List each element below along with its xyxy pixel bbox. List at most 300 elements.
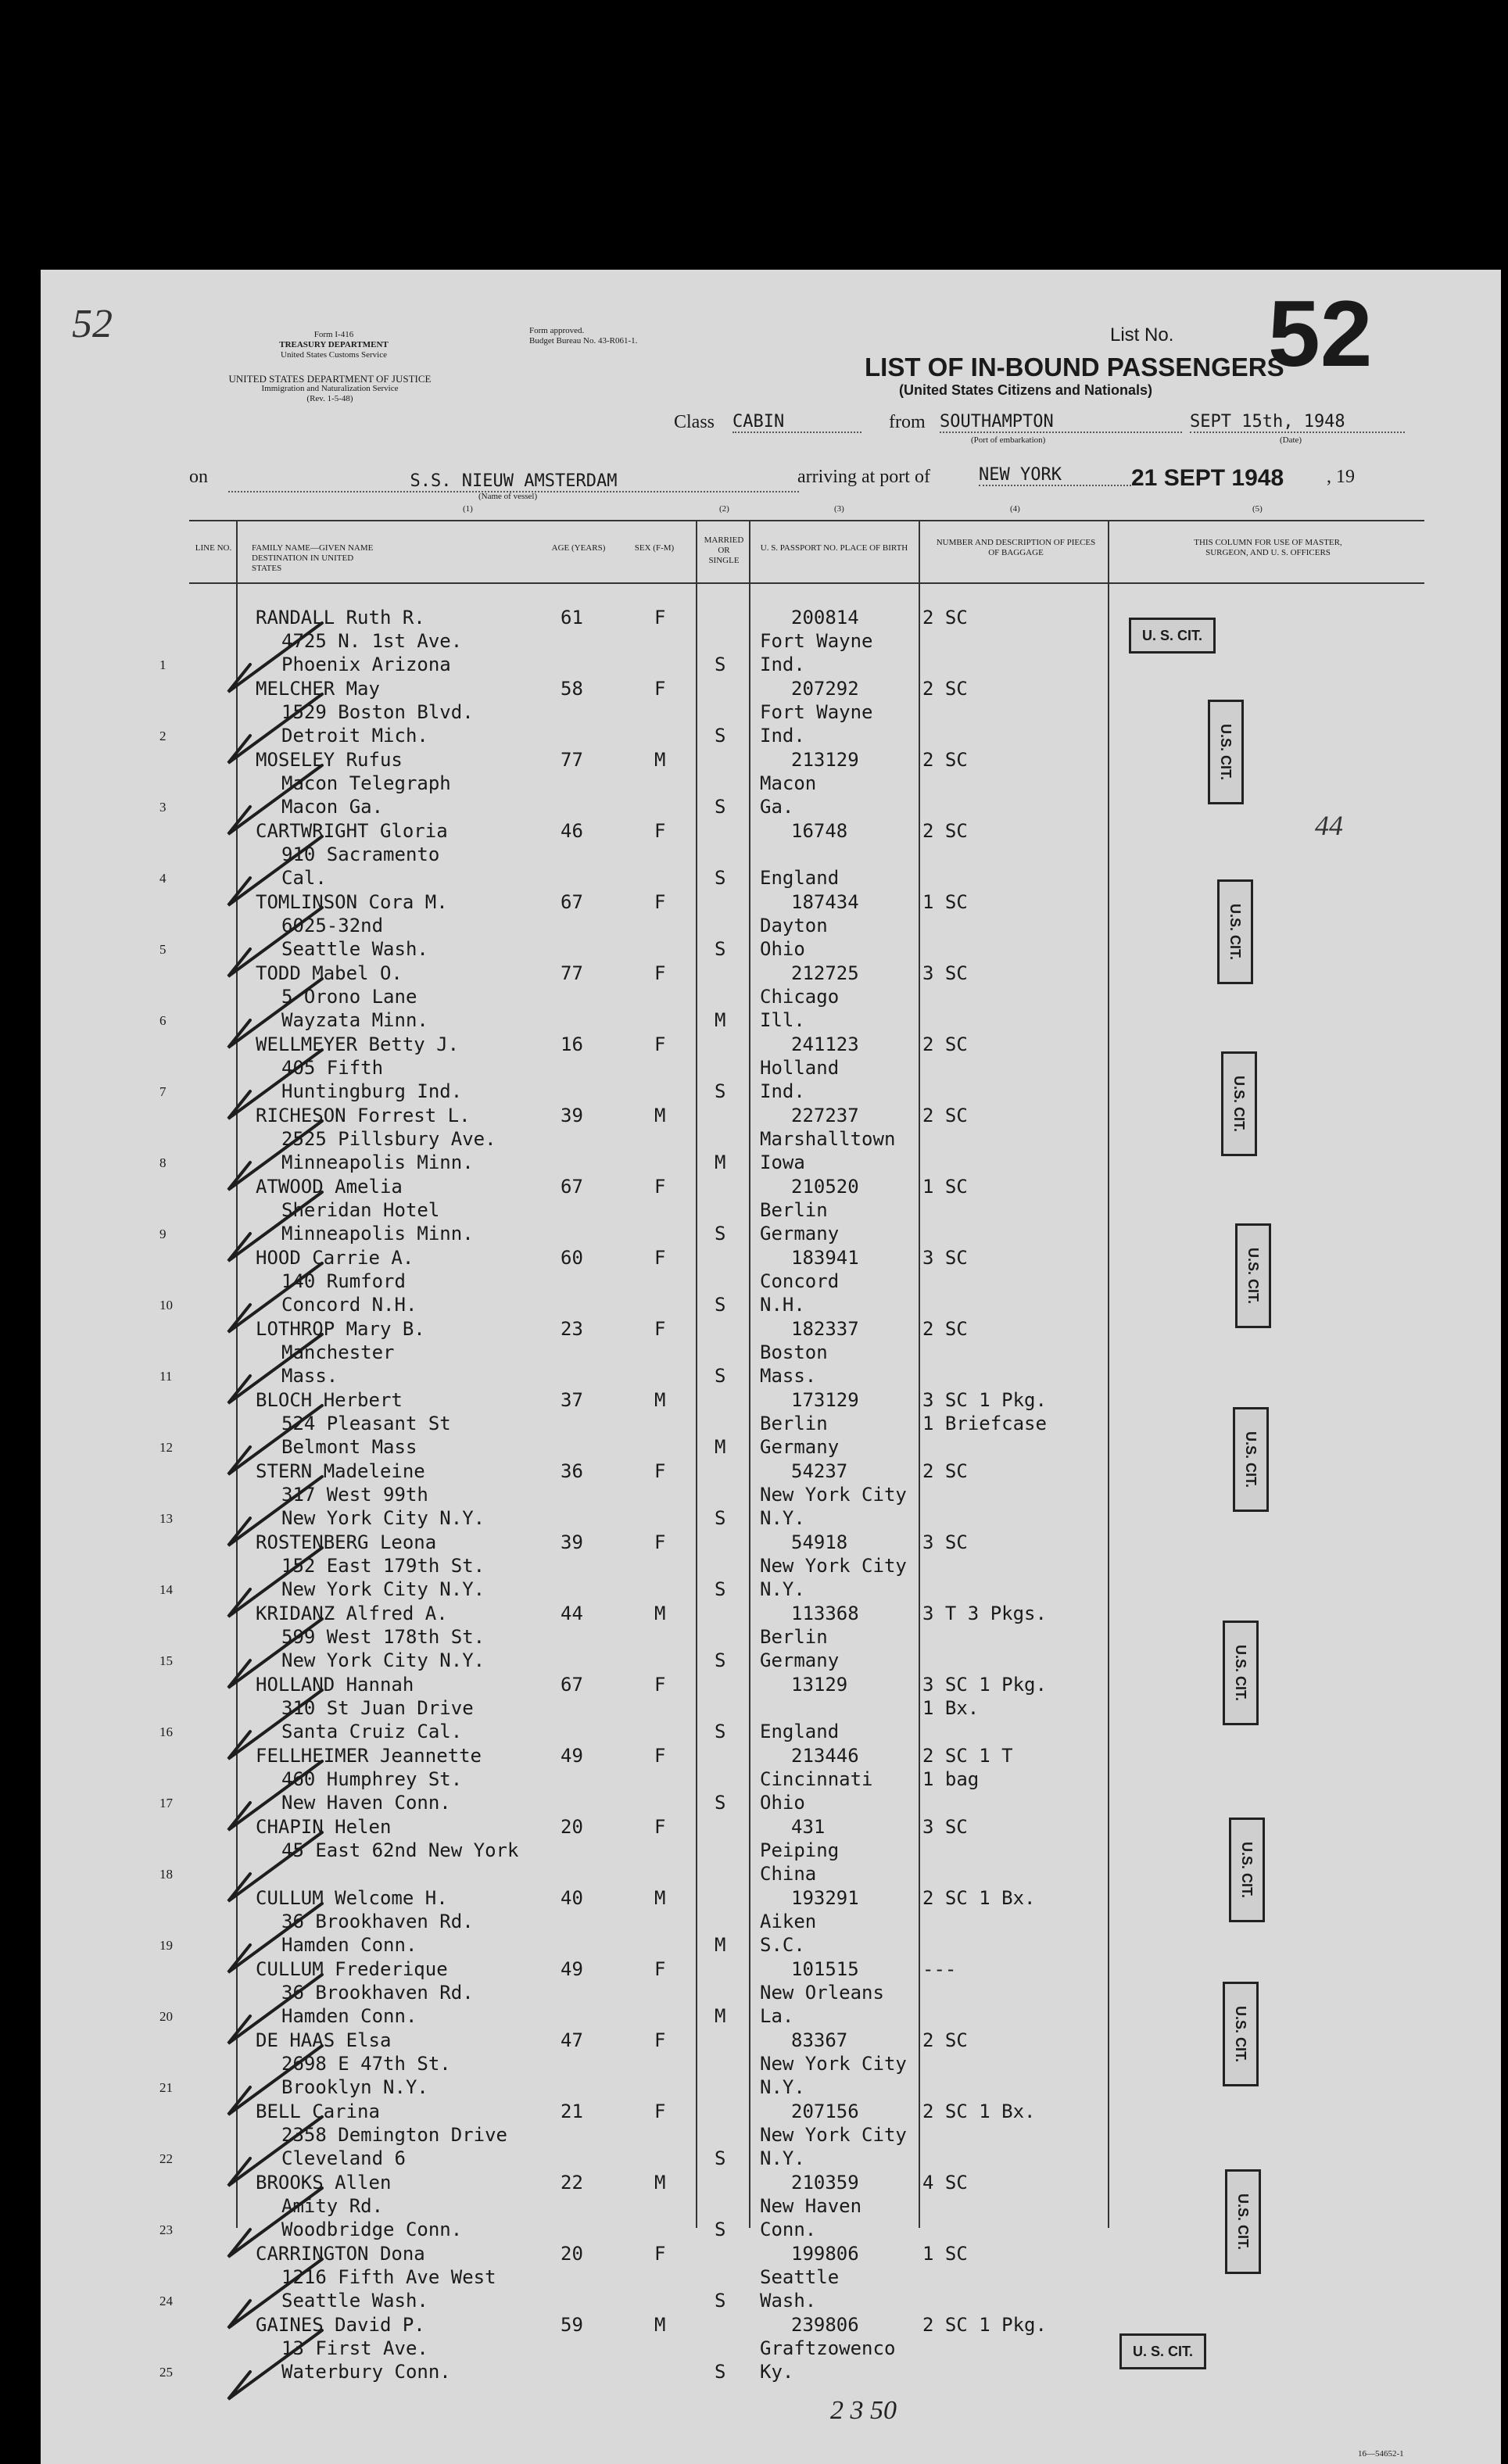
passenger-age: 58 (561, 678, 583, 700)
check-mark (228, 1761, 322, 1830)
passenger-age: 67 (561, 1674, 583, 1696)
page-subtitle: (United States Citizens and Nationals) (899, 382, 1153, 398)
port-of-embarkation-caption: (Port of embarkation) (971, 435, 1046, 445)
vessel-caption: (Name of vessel) (478, 492, 538, 501)
doj-block: UNITED STATES DEPARTMENT OF JUSTICE Immigration and Naturalization Service (Rev. 1-5-48) (228, 373, 432, 403)
passenger-name: TODD Mabel O. (256, 962, 403, 984)
baggage: 2 SC 1 Bx. (922, 2100, 1036, 2122)
passenger-address: 317 West 99th (281, 1484, 428, 1506)
passenger-sex: F (654, 2100, 666, 2122)
baggage: --- (922, 1958, 957, 1980)
check-marks (41, 270, 1501, 2464)
passenger-name: BLOCH Herbert (256, 1389, 403, 1411)
marital-status: S (715, 867, 726, 889)
baggage: 3 SC (922, 1247, 968, 1269)
line-number: 18 (159, 1867, 173, 1882)
passenger-name: CARRINGTON Dona (256, 2243, 425, 2265)
year-suffix: , 19 (1327, 467, 1355, 487)
passenger-sex: F (654, 607, 666, 629)
birthplace: New York City (760, 2053, 907, 2075)
passenger-address: 5 Orono Lane (281, 986, 417, 1008)
line-number: 22 (159, 2151, 173, 2166)
birthplace: Fort Wayne (760, 630, 873, 652)
passenger-name: MELCHER May (256, 678, 380, 700)
passport-number: 182337 (791, 1318, 859, 1340)
birthplace: Holland (760, 1057, 840, 1079)
line-number: 25 (159, 2365, 173, 2380)
passenger-name: HOOD Carrie A. (256, 1247, 414, 1269)
birthplace: Marshalltown (760, 1128, 896, 1150)
passenger-city: Waterbury Conn. (281, 2361, 451, 2383)
passenger-age: 37 (561, 1389, 583, 1411)
form-print-number: 16—54652-1 (1358, 2449, 1404, 2459)
birthplace: New Haven (760, 2195, 862, 2217)
passport-number: 187434 (791, 891, 859, 913)
passenger-city: Seattle Wash. (281, 938, 428, 960)
marital-status: S (715, 1294, 726, 1316)
passenger-city: Hamden Conn. (281, 1934, 417, 1956)
birthplace-state: Wash. (760, 2290, 817, 2312)
birthplace-state: Germany (760, 1223, 840, 1245)
line-number: 15 (159, 1653, 173, 1668)
passenger-address: 524 Pleasant St (281, 1413, 451, 1434)
passenger-city: New York City N.Y. (281, 1649, 485, 1671)
passenger-age: 22 (561, 2172, 583, 2194)
handwritten-signature: 2 3 50 (830, 2396, 897, 2425)
birthplace-state: Ohio (760, 1792, 805, 1814)
passenger-sex: F (654, 1958, 666, 1980)
passenger-city: Cleveland 6 (281, 2147, 406, 2169)
passenger-address: 460 Humphrey St. (281, 1768, 463, 1790)
check-mark (228, 1619, 322, 1688)
passport-number: 227237 (791, 1105, 859, 1126)
passenger-address: 1529 Boston Blvd. (281, 701, 474, 723)
page-title: LIST OF IN-BOUND PASSENGERS (865, 353, 1284, 381)
passenger-city: Seattle Wash. (281, 2290, 428, 2312)
baggage: 2 SC 1 T (922, 1745, 1013, 1767)
passport-number: 13129 (791, 1674, 848, 1696)
marital-status: S (715, 725, 726, 747)
passport-number: 113368 (791, 1603, 859, 1624)
passport-number: 431 (791, 1816, 826, 1838)
passenger-sex: F (654, 820, 666, 842)
passport-number: 210520 (791, 1176, 859, 1198)
from-label: from (889, 412, 926, 432)
baggage: 2 SC (922, 678, 968, 700)
passenger-city: Minneapolis Minn. (281, 1223, 474, 1245)
passenger-address: 36 Brookhaven Rd. (281, 1982, 474, 2004)
check-mark (228, 1548, 322, 1617)
column-header-passport: U. S. PASSPORT NO. PLACE OF BIRTH (760, 543, 908, 553)
check-mark (228, 2188, 322, 2257)
column-header-name: FAMILY NAME—GIVEN NAME DESTINATION IN UNITED STATES (252, 543, 374, 573)
passenger-address: 2525 Pillsbury Ave. (281, 1128, 496, 1150)
passport-number: 83367 (791, 2029, 848, 2051)
birthplace-state: Ky. (760, 2361, 794, 2383)
check-mark (228, 1975, 322, 2043)
passenger-city: Detroit Mich. (281, 725, 428, 747)
handwritten-count-note: 44 (1315, 810, 1343, 841)
line-number: 11 (159, 1369, 173, 1384)
marital-status: S (715, 2147, 726, 2169)
marital-status: S (715, 654, 726, 675)
arriving-label: arriving at port of (797, 467, 930, 487)
passenger-name: FELLHEIMER Jeannette (256, 1745, 482, 1767)
passenger-sex: M (654, 1603, 666, 1624)
baggage-extra: 1 Briefcase (922, 1413, 1047, 1434)
passenger-sex: F (654, 678, 666, 700)
check-mark (228, 2330, 322, 2399)
passenger-age: 20 (561, 1816, 583, 1838)
passport-number: 207156 (791, 2100, 859, 2122)
passport-number: 213129 (791, 749, 859, 771)
birthplace-state: N.H. (760, 1294, 805, 1316)
passport-number: 207292 (791, 678, 859, 700)
passenger-age: 47 (561, 2029, 583, 2051)
check-mark (228, 1477, 322, 1545)
column-header-age: AGE (YEARS) (551, 543, 606, 553)
passport-number: 213446 (791, 1745, 859, 1767)
birthplace-state: Germany (760, 1649, 840, 1671)
us-citizen-stamp: U.S. CIT. (1208, 700, 1244, 804)
departure-date: SEPT 15th, 1948 (1190, 412, 1405, 433)
line-number: 20 (159, 2009, 173, 2024)
baggage-extra: 1 Bx. (922, 1697, 980, 1719)
marital-status: S (715, 1365, 726, 1387)
check-mark (228, 623, 322, 692)
passenger-name: WELLMEYER Betty J. (256, 1033, 460, 1055)
check-mark (228, 2046, 322, 2115)
line-number: 3 (159, 800, 167, 815)
list-number: 52 (1268, 281, 1373, 386)
baggage: 3 SC 1 Pkg. (922, 1389, 1047, 1411)
passenger-city: Concord N.H. (281, 1294, 417, 1316)
passenger-sex: M (654, 1887, 666, 1909)
baggage: 2 SC 1 Pkg. (922, 2314, 1047, 2336)
port-of-embarkation: SOUTHAMPTON (940, 412, 1182, 433)
marital-status: S (715, 938, 726, 960)
passenger-age: 23 (561, 1318, 583, 1340)
passenger-name: TOMLINSON Cora M. (256, 891, 448, 913)
baggage: 3 SC 1 Pkg. (922, 1674, 1047, 1696)
check-mark (228, 2259, 322, 2328)
baggage-extra: 1 bag (922, 1768, 980, 1790)
us-citizen-stamp: U.S. CIT. (1235, 1223, 1271, 1328)
baggage: 2 SC (922, 1105, 968, 1126)
marital-status: M (715, 1151, 726, 1173)
passport-number: 212725 (791, 962, 859, 984)
us-citizen-stamp: U.S. CIT. (1217, 879, 1253, 984)
passenger-city: Belmont Mass (281, 1436, 417, 1458)
passenger-sex: F (654, 1674, 666, 1696)
marital-status: S (715, 1578, 726, 1600)
birthplace: Macon (760, 772, 817, 794)
marital-status: M (715, 2005, 726, 2027)
birthplace: Seattle (760, 2266, 840, 2288)
form-approval-block: Form approved. Budget Bureau No. 43-R061-1. (529, 326, 638, 346)
passenger-sex: F (654, 962, 666, 984)
passenger-name: CARTWRIGHT Gloria (256, 820, 448, 842)
passenger-address: 45 East 62nd New York (281, 1839, 519, 1861)
passport-number: 210359 (791, 2172, 859, 2194)
passport-number: 54918 (791, 1531, 848, 1553)
passenger-name: CHAPIN Helen (256, 1816, 392, 1838)
line-number: 10 (159, 1298, 173, 1313)
marital-status: S (715, 1080, 726, 1102)
class-value: CABIN (733, 412, 861, 433)
passenger-address: 310 St Juan Drive (281, 1697, 474, 1719)
passenger-sex: M (654, 749, 666, 771)
list-number-margin-mark: 52 (72, 302, 113, 346)
passenger-address: Amity Rd. (281, 2195, 384, 2217)
passenger-address: 2358 Demington Drive (281, 2124, 507, 2146)
passenger-city: Hamden Conn. (281, 2005, 417, 2027)
passenger-age: 46 (561, 820, 583, 842)
column-header-sex: SEX (F-M) (634, 543, 675, 553)
passport-number: 16748 (791, 820, 848, 842)
passport-number: 239806 (791, 2314, 859, 2336)
passenger-name: GAINES David P. (256, 2314, 425, 2336)
passenger-address: 910 Sacramento (281, 843, 440, 865)
passenger-age: 60 (561, 1247, 583, 1269)
column-header-line: LINE NO. (195, 543, 232, 553)
on-label: on (189, 467, 208, 487)
line-number: 9 (159, 1227, 167, 1241)
passenger-age: 39 (561, 1531, 583, 1553)
birthplace: Chicago (760, 986, 840, 1008)
check-mark (228, 765, 322, 834)
passenger-address: Manchester (281, 1341, 395, 1363)
passenger-sex: F (654, 891, 666, 913)
baggage: 2 SC (922, 749, 968, 771)
check-mark (228, 1832, 322, 1901)
line-number: 2 (159, 729, 167, 743)
passenger-address: 36 Brookhaven Rd. (281, 1911, 474, 1932)
us-citizen-stamp: U.S. CIT. (1229, 1818, 1265, 1922)
birthplace: Berlin (760, 1199, 828, 1221)
baggage: 3 SC (922, 962, 968, 984)
marital-status: M (715, 1436, 726, 1458)
passport-number: 241123 (791, 1033, 859, 1055)
baggage: 2 SC (922, 1460, 968, 1482)
us-citizen-stamp: U.S. CIT. (1233, 1407, 1269, 1512)
birthplace-state: Ohio (760, 938, 805, 960)
passport-number: 54237 (791, 1460, 848, 1482)
marital-status: S (715, 2361, 726, 2383)
passenger-name: CULLUM Frederique (256, 1958, 448, 1980)
passenger-city: New Haven Conn. (281, 1792, 451, 1814)
baggage: 2 SC (922, 1318, 968, 1340)
list-number-label: List No. (1110, 324, 1174, 346)
line-number: 5 (159, 942, 167, 957)
passenger-age: 20 (561, 2243, 583, 2265)
baggage: 2 SC (922, 1033, 968, 1055)
check-mark (228, 1121, 322, 1190)
check-mark (228, 694, 322, 763)
column-header-married: MARRIED OR SINGLE (704, 535, 744, 565)
column-header-officers: THIS COLUMN FOR USE OF MASTER, SURGEON, AND U. S. OFFICERS (1194, 538, 1342, 557)
passenger-name: STERN Madeleine (256, 1460, 425, 1482)
col-number: (2) (719, 504, 729, 514)
passenger-sex: M (654, 2314, 666, 2336)
passenger-address: 152 East 179th St. (281, 1555, 485, 1577)
passenger-age: 40 (561, 1887, 583, 1909)
baggage: 3 T 3 Pkgs. (922, 1603, 1047, 1624)
marital-status: S (715, 1649, 726, 1671)
passenger-sex: F (654, 1745, 666, 1767)
passenger-age: 21 (561, 2100, 583, 2122)
marital-status: S (715, 1721, 726, 1742)
check-mark (228, 1334, 322, 1403)
passport-number: 200814 (791, 607, 859, 629)
line-number: 23 (159, 2222, 173, 2237)
passenger-age: 49 (561, 1958, 583, 1980)
passenger-address: Sheridan Hotel (281, 1199, 440, 1221)
birthplace: Concord (760, 1270, 840, 1292)
birthplace: Aiken (760, 1911, 817, 1932)
passenger-city: Cal. (281, 867, 327, 889)
birthplace-state: Ind. (760, 725, 805, 747)
passenger-sex: M (654, 1105, 666, 1126)
birthplace-state: Ind. (760, 654, 805, 675)
check-mark (228, 908, 322, 976)
birthplace-state: Iowa (760, 1151, 805, 1173)
us-citizen-stamp: U.S. CIT. (1223, 1621, 1259, 1725)
vessel-name: S.S. NIEUW AMSTERDAM (228, 471, 799, 492)
line-number: 13 (159, 1511, 173, 1526)
passenger-city: Santa Cruiz Cal. (281, 1721, 463, 1742)
us-citizen-stamp: U.S. CIT. (1225, 2169, 1261, 2274)
passenger-sex: F (654, 1460, 666, 1482)
baggage: 2 SC (922, 820, 968, 842)
marital-status: S (715, 1507, 726, 1529)
passenger-sex: F (654, 1318, 666, 1340)
passenger-name: ROSTENBERG Leona (256, 1531, 437, 1553)
birthplace: Fort Wayne (760, 701, 873, 723)
line-number: 14 (159, 1582, 173, 1597)
passenger-address: Macon Telegraph (281, 772, 451, 794)
birthplace: Dayton (760, 915, 828, 937)
birthplace: Peiping (760, 1839, 840, 1861)
birthplace: Berlin (760, 1626, 828, 1648)
line-number: 17 (159, 1796, 173, 1810)
birthplace-state: N.Y. (760, 1578, 805, 1600)
passenger-address: 405 Fifth (281, 1057, 384, 1079)
line-number: 8 (159, 1155, 167, 1170)
passport-number: 173129 (791, 1389, 859, 1411)
passenger-age: 49 (561, 1745, 583, 1767)
birthplace-state: Ind. (760, 1080, 805, 1102)
passenger-sex: F (654, 1531, 666, 1553)
baggage: 4 SC (922, 2172, 968, 2194)
line-number: 1 (159, 657, 167, 672)
passport-number: 193291 (791, 1887, 859, 1909)
birthplace-state: China (760, 1863, 817, 1885)
passenger-age: 67 (561, 891, 583, 913)
marital-status: S (715, 2290, 726, 2312)
baggage: 2 SC (922, 2029, 968, 2051)
passenger-sex: F (654, 1247, 666, 1269)
line-number: 16 (159, 1724, 173, 1739)
passenger-sex: M (654, 1389, 666, 1411)
passport-number: 199806 (791, 2243, 859, 2265)
birthplace-state: Conn. (760, 2219, 817, 2240)
passenger-age: 77 (561, 962, 583, 984)
birthplace-state: N.Y. (760, 1507, 805, 1529)
marital-status: M (715, 1009, 726, 1031)
birthplace-state: N.Y. (760, 2147, 805, 2169)
baggage: 2 SC 1 Bx. (922, 1887, 1036, 1909)
arrival-date-stamp: 21 SEPT 1948 (1131, 465, 1284, 491)
passenger-address: 13 First Ave. (281, 2337, 428, 2359)
check-mark (228, 2117, 322, 2186)
marital-status: S (715, 1223, 726, 1245)
birthplace-state: Germany (760, 1436, 840, 1458)
baggage: 1 SC (922, 2243, 968, 2265)
passenger-address: 6025-32nd (281, 915, 384, 937)
marital-status: M (715, 1934, 726, 1956)
passenger-city: Minneapolis Minn. (281, 1151, 474, 1173)
us-citizen-stamp: U.S. CIT. (1223, 1982, 1259, 2086)
birthplace-state: England (760, 1721, 840, 1742)
departure-date-caption: (Date) (1280, 435, 1302, 445)
passenger-address: 599 West 178th St. (281, 1626, 485, 1648)
line-number: 7 (159, 1084, 167, 1099)
passenger-address: 1216 Fifth Ave West (281, 2266, 496, 2288)
birthplace: Berlin (760, 1413, 828, 1434)
passenger-age: 44 (561, 1603, 583, 1624)
passenger-address: 140 Rumford (281, 1270, 406, 1292)
check-mark (228, 1690, 322, 1759)
passenger-city: New York City N.Y. (281, 1578, 485, 1600)
us-citizen-stamp: U.S. CIT. (1221, 1051, 1257, 1156)
passenger-city: New York City N.Y. (281, 1507, 485, 1529)
birthplace-state: Ga. (760, 796, 794, 818)
marital-status: S (715, 1792, 726, 1814)
passenger-age: 36 (561, 1460, 583, 1482)
manifest-page (41, 270, 1501, 2464)
passenger-age: 77 (561, 749, 583, 771)
passenger-name: RANDALL Ruth R. (256, 607, 425, 629)
passenger-sex: F (654, 2243, 666, 2265)
passenger-sex: F (654, 1176, 666, 1198)
birthplace: Boston (760, 1341, 828, 1363)
birthplace-state: England (760, 867, 840, 889)
passenger-city: Huntingburg Ind. (281, 1080, 463, 1102)
check-mark (228, 1192, 322, 1261)
line-number: 4 (159, 871, 167, 886)
passenger-city: Macon Ga. (281, 796, 384, 818)
arrival-port: NEW YORK (979, 465, 1131, 486)
passenger-age: 59 (561, 2314, 583, 2336)
passenger-name: BROOKS Allen (256, 2172, 392, 2194)
col-number: (1) (463, 504, 473, 514)
check-mark (228, 836, 322, 905)
birthplace-state: Ill. (760, 1009, 805, 1031)
us-citizen-stamp: U. S. CIT. (1129, 618, 1216, 654)
baggage: 3 SC (922, 1531, 968, 1553)
line-number: 19 (159, 1938, 173, 1953)
passenger-address: 2698 E 47th St. (281, 2053, 451, 2075)
birthplace-state: N.Y. (760, 2076, 805, 2098)
birthplace-state: S.C. (760, 1934, 805, 1956)
passenger-city: Phoenix Arizona (281, 654, 451, 675)
passenger-name: HOLLAND Hannah (256, 1674, 414, 1696)
line-number: 12 (159, 1440, 173, 1455)
baggage: 2 SC (922, 607, 968, 629)
birthplace: Cincinnati (760, 1768, 873, 1790)
line-number: 24 (159, 2294, 173, 2308)
